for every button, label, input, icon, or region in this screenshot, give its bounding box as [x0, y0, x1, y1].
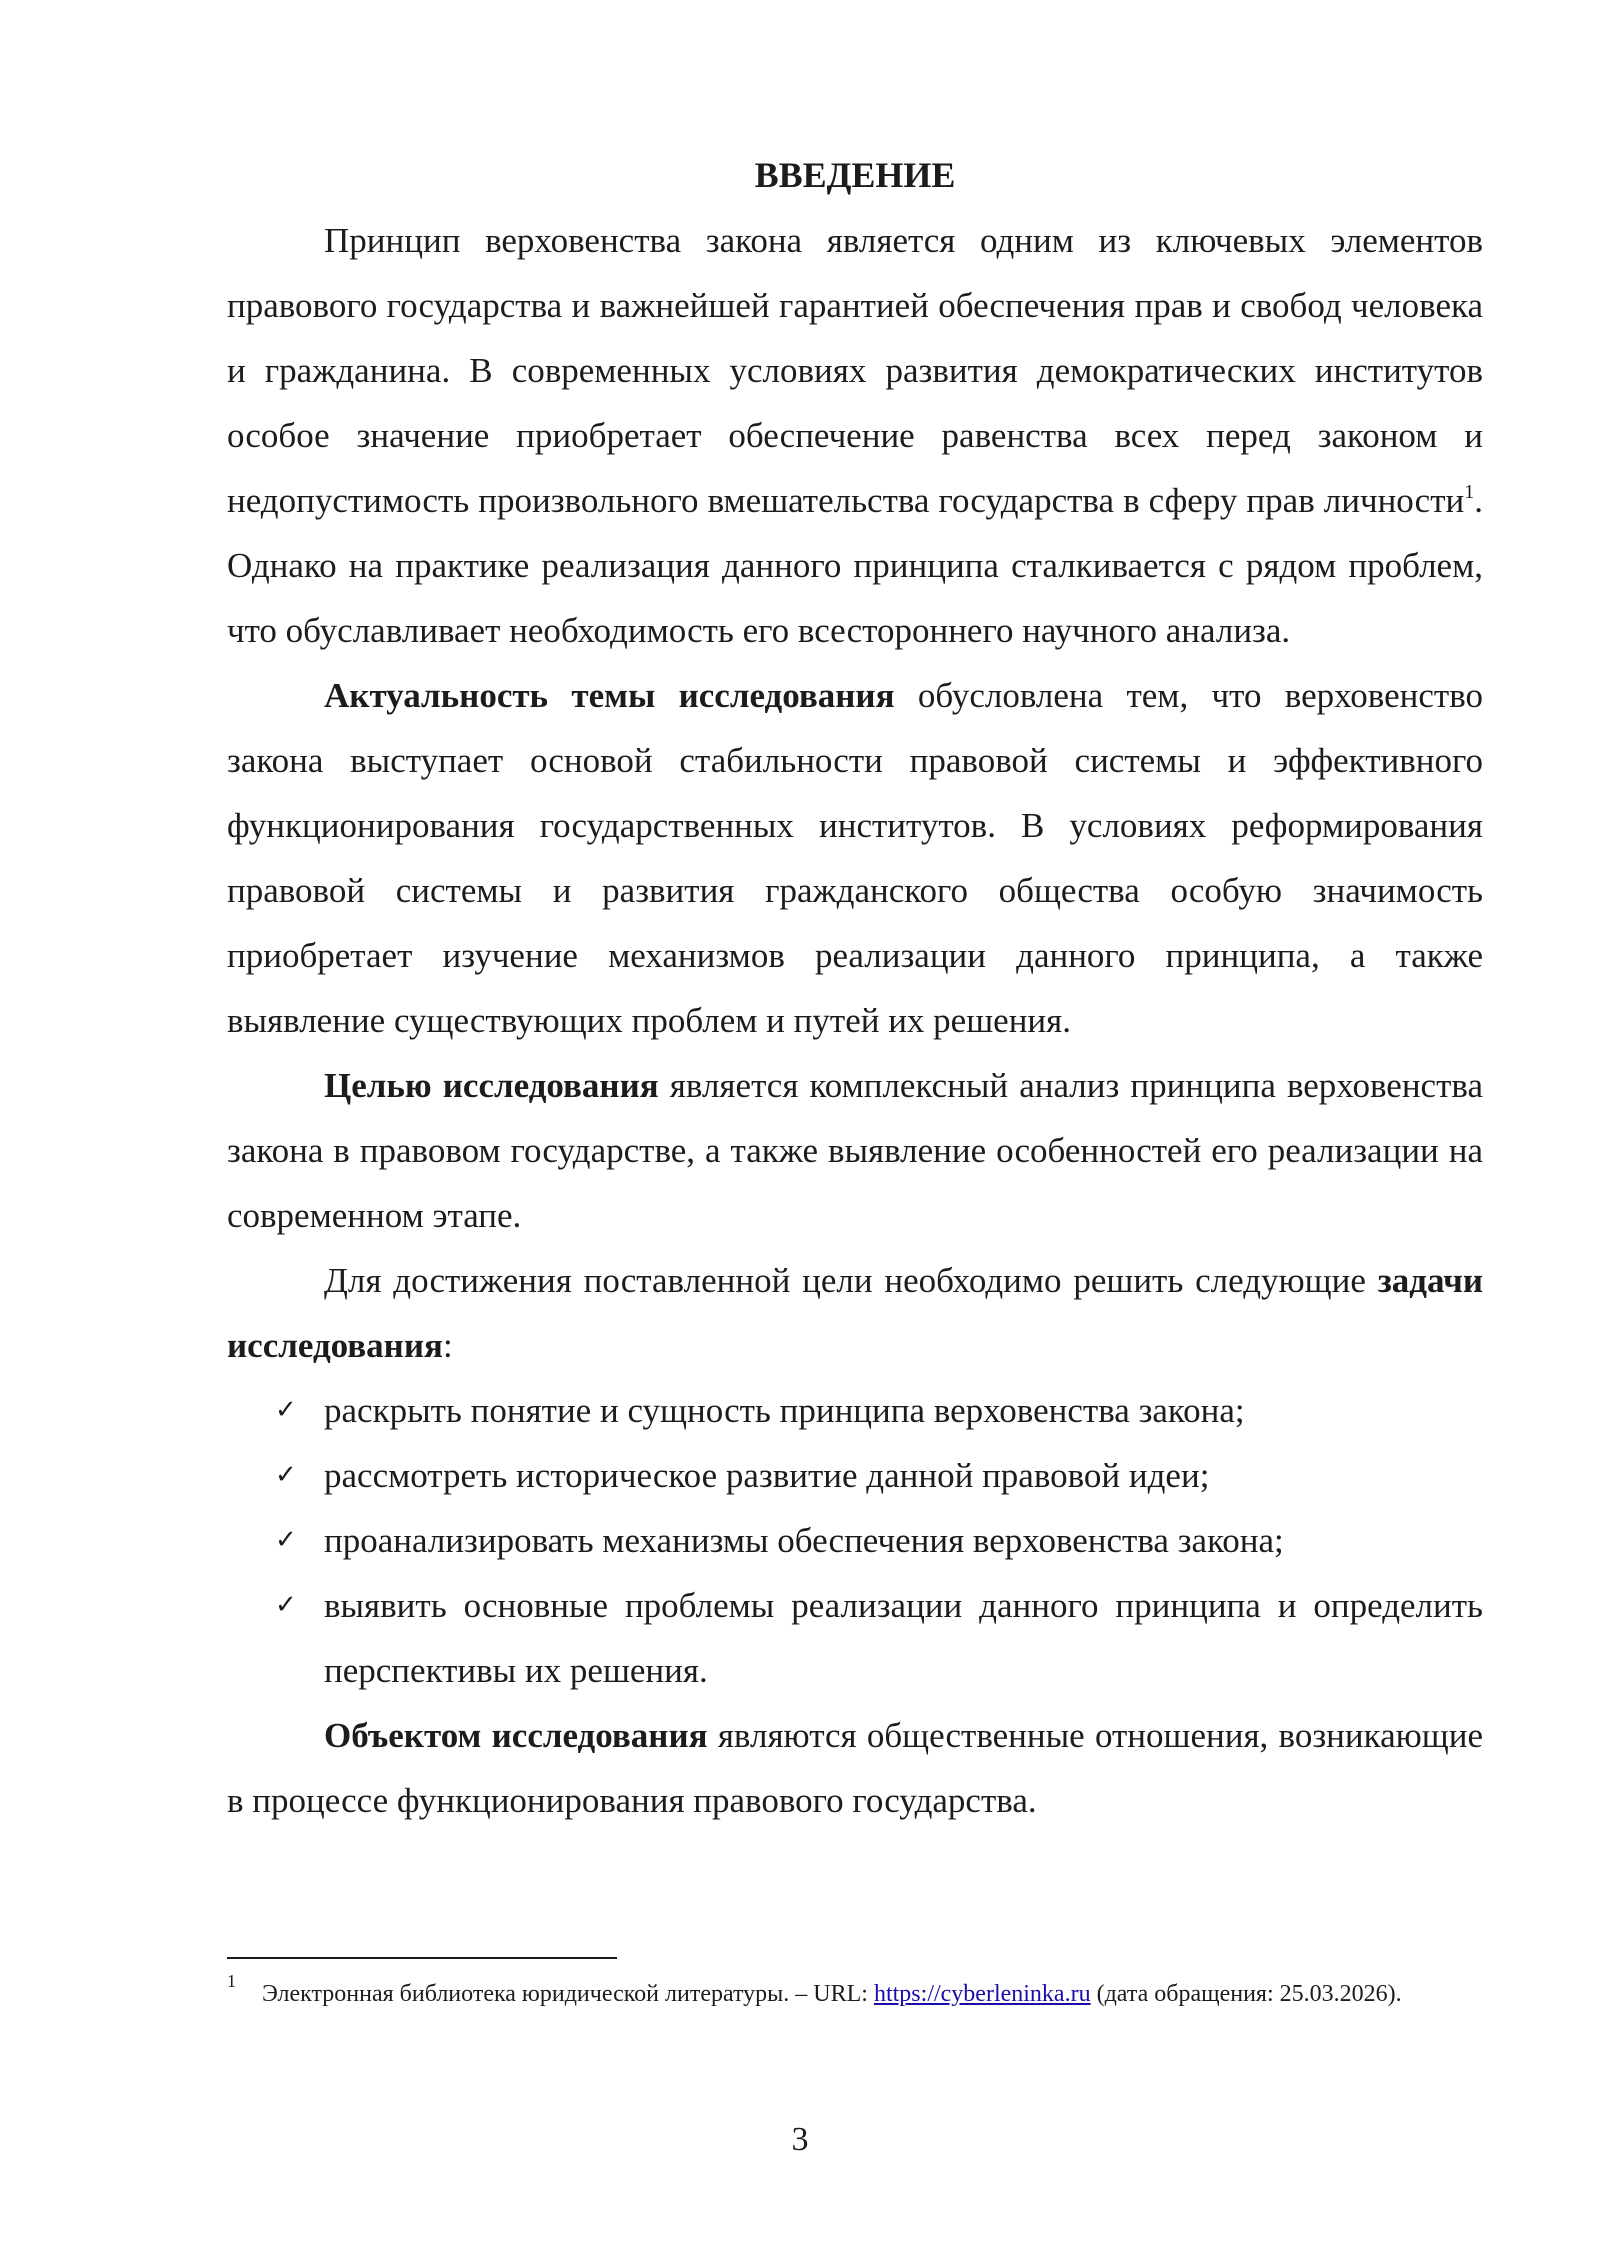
page-heading: ВВЕДЕНИЕ	[754, 155, 956, 195]
object-text: являются общественные отношения, возникающие в процессе функционирования правового государства.	[227, 1716, 1483, 1820]
body-text	[227, 208, 1483, 1833]
goal-paragraph	[227, 1053, 1483, 1248]
intro-text: Принцип верховенства закона является одним из ключевых элементов правового государства и важнейшей гарантией обеспечения прав и свобод человека и гражданина. В современных условиях развития демократических институтов особое значение приобретает обеспечение равенства всех перед законом и недопустимость произвольного вмешательства государства в сферу прав личности	[227, 221, 1483, 520]
intro-paragraph	[227, 208, 1483, 663]
footnote-text-continued: (дата обращения: 25.03.2026).	[1090, 1981, 1402, 2007]
goal-label: Целью исследования	[324, 1066, 659, 1105]
list-item-text: рассмотреть историческое развитие данной правовой идеи;	[324, 1456, 1210, 1495]
list-item-text: выявить основные проблемы реализации данного принципа и определить перспективы их решения.	[324, 1586, 1483, 1690]
intro-text-continued: . Однако на практике реализация данного принципа сталкивается с рядом проблем, что обуславливает необходимость его всестороннего научного анализа.	[227, 481, 1483, 650]
list-item	[227, 1508, 1483, 1573]
list-item-text: проанализировать механизмы обеспечения верховенства закона;	[324, 1521, 1284, 1560]
goal-text: является комплексный анализ принципа верховенства закона в правовом государстве, а также выявление особенностей его реализации на современном этапе.	[227, 1066, 1483, 1235]
footnote-separator	[227, 1957, 617, 1959]
tasks-intro-text: Для достижения поставленной цели необходимо решить следующие	[324, 1261, 1378, 1300]
page-number: 3	[791, 2121, 809, 2158]
object-paragraph	[227, 1703, 1483, 1833]
relevance-label: Актуальность темы исследования	[324, 676, 895, 715]
list-item	[227, 1378, 1483, 1443]
footnote-link[interactable]: https://cyberleninka.ru	[873, 1981, 1091, 2007]
object-label: Объектом исследования	[324, 1716, 708, 1755]
footnote-reference[interactable]: 1	[1464, 481, 1475, 503]
list-item-text: раскрыть понятие и сущность принципа верховенства закона;	[324, 1391, 1245, 1430]
tasks-list	[227, 1378, 1483, 1703]
footnote-number: 1	[227, 1971, 236, 1991]
relevance-paragraph	[227, 663, 1483, 1053]
checkmark-icon: ✓	[275, 1395, 297, 1425]
tasks-label: задачи исследования	[227, 1261, 1483, 1365]
list-item	[227, 1573, 1483, 1703]
tasks-intro-paragraph	[227, 1248, 1483, 1378]
tasks-intro-colon: :	[442, 1326, 453, 1365]
footnote	[227, 1970, 1483, 2018]
checkmark-icon: ✓	[275, 1460, 297, 1490]
checkmark-icon: ✓	[275, 1525, 297, 1555]
relevance-text: обусловлена тем, что верховенство закона выступает основой стабильности правовой системы и эффективного функционирования государственных институтов. В условиях реформирования правовой системы и развития гражданского общества особую значимость приобретает изучение механизмов реализации данного принципа, а также выявление существующих проблем и путей их решения.	[227, 676, 1484, 1040]
footnote-text: Электронная библиотека юридической литературы. – URL:	[262, 1981, 874, 2007]
list-item	[227, 1443, 1483, 1508]
checkmark-icon: ✓	[275, 1590, 297, 1620]
